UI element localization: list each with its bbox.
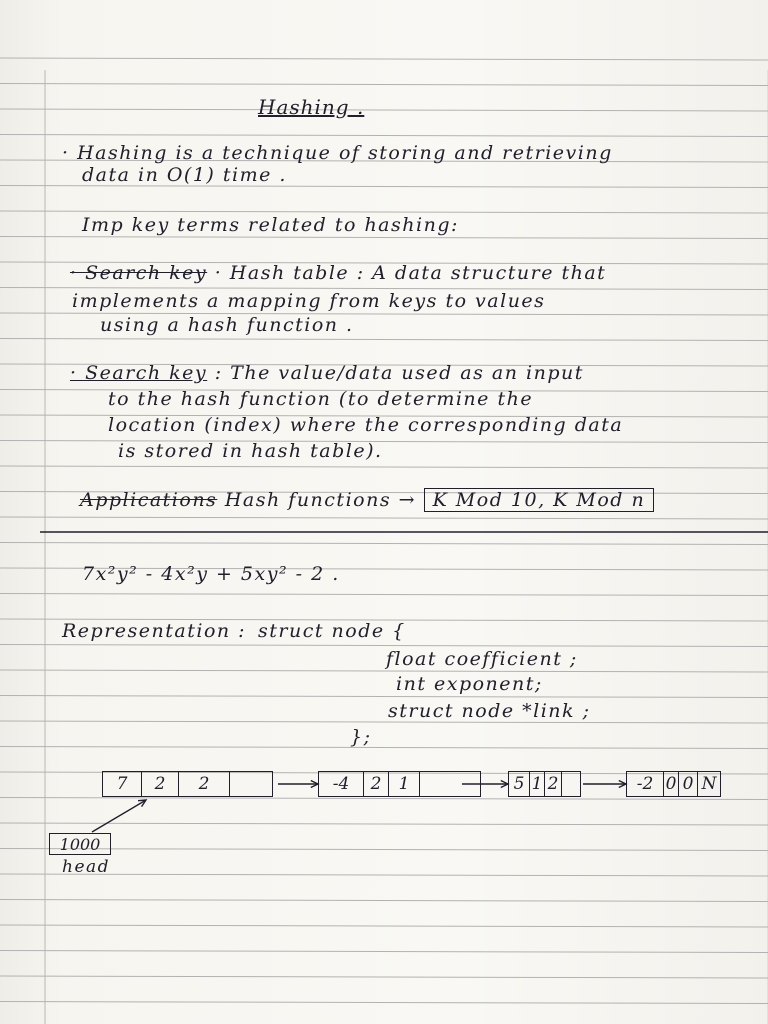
search-key-label: · Search key [70, 362, 208, 384]
node-cell: 1 [529, 771, 545, 797]
node-cell: 5 [508, 771, 530, 797]
page-title: Hashing . [258, 95, 365, 119]
node-cell: 0 [663, 771, 679, 797]
struck-search-key: · Search key [70, 262, 208, 284]
head-pointer-box: 1000 [49, 833, 111, 855]
node-cell: 2 [178, 771, 230, 797]
node-cell: -2 [626, 771, 664, 797]
polynomial-expression: 7x²y² - 4x²y + 5xy² - 2 . [82, 563, 340, 585]
search-key-line-2: to the hash function (to determine the [108, 388, 534, 410]
hash-functions-label: Hash functions → [224, 489, 417, 511]
node-cell: 1 [388, 771, 420, 797]
search-key-line-3: location (index) where the corresponding data [108, 414, 624, 436]
node-cell: 7 [102, 771, 142, 797]
node-cell: 0 [678, 771, 698, 797]
head-label: head [62, 857, 111, 877]
node-cell: 2 [141, 771, 179, 797]
struct-line-1: struct node { [258, 620, 406, 642]
arrow-icon [92, 800, 146, 832]
node-cell: N [697, 771, 721, 797]
struct-line-2: float coefficient ; [386, 648, 578, 670]
hash-table-line-2: implements a mapping from keys to values [72, 290, 546, 312]
struck-applications: Applications [80, 489, 218, 511]
representation-label: Representation : [62, 620, 247, 642]
hash-table-definition: · Hash table : A data structure that [214, 262, 607, 284]
hash-functions-box: K Mod 10, K Mod n [424, 488, 655, 512]
definition-line-1: · Hashing is a technique of storing and retrieving [62, 142, 613, 164]
node-cell: 2 [363, 771, 389, 797]
search-key-line-4: is stored in hash table). [118, 440, 383, 462]
node-cell: 2 [544, 771, 562, 797]
search-key-definition: : The value/data used as an input [214, 362, 584, 384]
struct-line-4: struct node *link ; [388, 700, 591, 722]
hash-table-line-3: using a hash function . [100, 314, 354, 336]
node-cell: -4 [318, 771, 364, 797]
struct-line-3: int exponent; [396, 673, 543, 695]
definition-line-2: data in O(1) time . [82, 164, 287, 186]
struct-line-5: }; [350, 726, 372, 748]
key-terms-heading: Imp key terms related to hashing: [82, 214, 459, 236]
